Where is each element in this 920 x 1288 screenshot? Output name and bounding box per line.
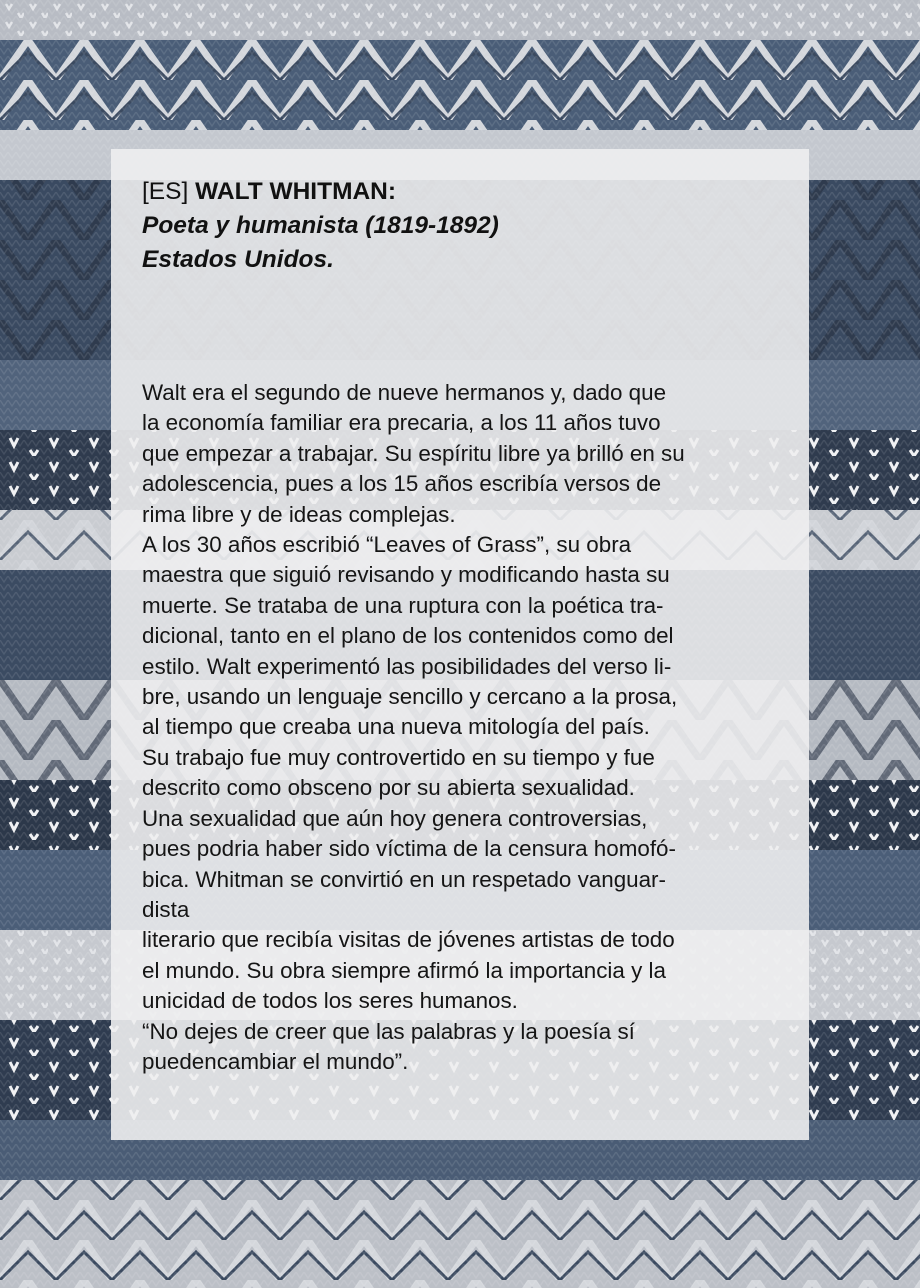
- text-line: rima libre y de ideas complejas.: [142, 501, 456, 527]
- person-name: WALT WHITMAN:: [195, 178, 397, 205]
- text-line: bica. Whitman se convirtió en un respetado vanguar-: [142, 866, 666, 892]
- text-line: bre, usando un lenguaje sencillo y cercano a la prosa,: [142, 684, 678, 710]
- text-line: unicidad de todos los seres humanos.: [142, 988, 518, 1014]
- text-panel: [111, 149, 809, 1140]
- text-line: literario que recibía visitas de jóvenes artistas de todo: [142, 927, 675, 953]
- text-line: pues podria haber sido víctima de la censura homofó-: [142, 836, 676, 862]
- text-line: descrito como obsceno por su abierta sexualidad.: [142, 775, 635, 801]
- text-line: puedencambiar el mundo”.: [142, 1048, 409, 1074]
- text-line: al tiempo que creaba una nueva mitología del país.: [142, 714, 650, 740]
- text-line: A los 30 años escribió “Leaves of Grass”, su obra: [142, 532, 632, 558]
- text-line: Una sexualidad que aún hoy genera controversias,: [142, 805, 648, 831]
- text-line: estilo. Walt experimentó las posibilidades del verso li-: [142, 653, 672, 679]
- biography-text: [142, 378, 779, 1077]
- text-line: maestra que siguió revisando y modificando hasta su: [142, 562, 670, 588]
- text-line: la economía familiar era precaria, a los 11 años tuvo: [142, 410, 661, 436]
- text-line: el mundo. Su obra siempre afirmó la importancia y la: [142, 957, 666, 983]
- text-line: dicional, tanto en el plano de los contenidos como del: [142, 623, 674, 649]
- text-line: Su trabajo fue muy controvertido en su tiempo y fue: [142, 744, 655, 770]
- title-block: [142, 175, 779, 277]
- language-tag: [ES]: [142, 178, 189, 205]
- subtitle-country: Estados Unidos.: [142, 246, 334, 273]
- text-line: “No dejes de creer que las palabras y la poesía sí: [142, 1018, 635, 1044]
- text-line: Walt era el segundo de nueve hermanos y, dado que: [142, 380, 667, 405]
- text-line: muerte. Se trataba de una ruptura con la poética tra-: [142, 592, 664, 618]
- text-line: dista: [142, 896, 190, 922]
- text-line: adolescencia, pues a los 15 años escribía versos de: [142, 471, 662, 497]
- subtitle-role-dates: Poeta y humanista (1819-1892): [142, 212, 499, 239]
- text-line: que empezar a trabajar. Su espíritu libre ya brilló en su: [142, 440, 685, 466]
